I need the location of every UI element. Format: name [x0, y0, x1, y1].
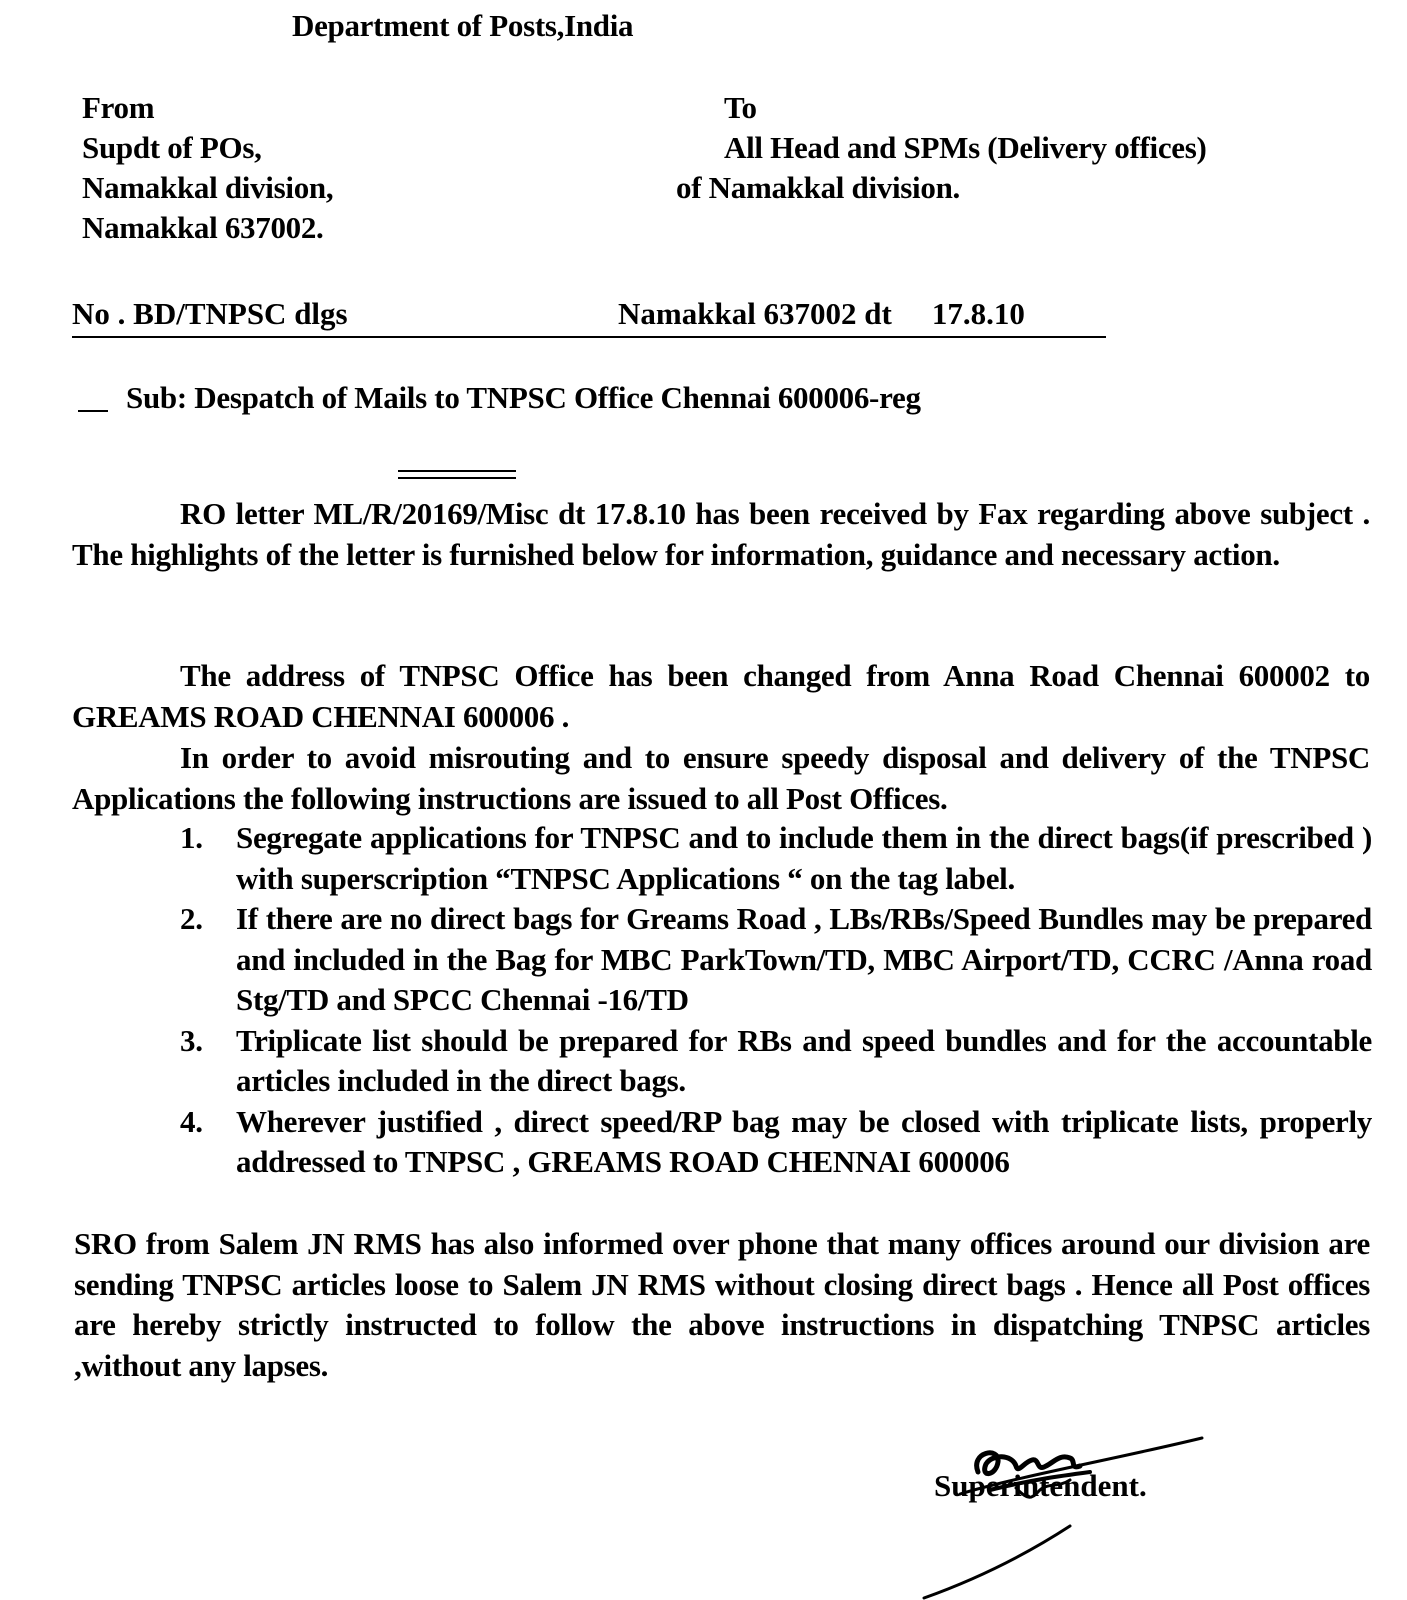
reference-place-date [618, 294, 1025, 334]
to-line-1: All Head and SPMs (Delivery offices) [724, 130, 1207, 165]
divider-rule [398, 477, 516, 479]
list-item [180, 899, 1372, 1021]
from-line-3: Namakkal 637002. [82, 210, 324, 245]
from-line-2: Namakkal division, [82, 170, 334, 205]
department-heading: Department of Posts,India [292, 8, 634, 43]
subject-line: Sub: Despatch of Mails to TNPSC Office Chennai 600006-reg [126, 380, 921, 415]
instruction-list [180, 818, 1372, 1183]
reference-number: No . BD/TNPSC dlgs [72, 296, 348, 331]
body-paragraph-4: SRO from Salem JN RMS has also informed over phone that many offices around our division are sending TNPSC articles loose to Salem JN RMS without closing direct bags . Hence all Post offices are hereby strictly instructed to follow the above instructions in dispatching TNPSC articles ,without any lapses. [74, 1226, 1370, 1383]
reference-place: Namakkal 637002 dt [618, 296, 892, 331]
list-item [180, 1102, 1372, 1183]
list-item-text: Triplicate list should be prepared for RBs and speed bundles and for the accountable articles included in the direct bags. [236, 1022, 1372, 1098]
divider-rule [398, 470, 516, 472]
list-item-number: 4. [180, 1103, 203, 1139]
list-item-text: If there are no direct bags for Greams Road , LBs/RBs/Speed Bundles may be prepared and included in the Bag for MBC ParkTown/TD, MBC Airport/TD, CCRC /Anna road Stg/TD and SPCC Chennai -16/TD [236, 901, 1372, 1017]
list-item [180, 818, 1372, 899]
signature-scribble [920, 1432, 1210, 1600]
list-item-text: Segregate applications for TNPSC and to include them in the direct bags(if prescribed ) with superscription “TNPSC Applications “ on the tag label. [236, 820, 1372, 896]
list-item-number: 3. [180, 1022, 203, 1058]
list-item [180, 1021, 1372, 1102]
to-address [676, 88, 1207, 208]
body-paragraph-3: In order to avoid misrouting and to ensure speedy disposal and delivery of the TNPSC Applications the following instructions are issued to all Post Offices. [72, 740, 1370, 816]
to-line-2: of Namakkal division. [676, 170, 960, 205]
subject-dash [78, 410, 108, 412]
reference-date: 17.8.10 [931, 296, 1025, 331]
reference-line [72, 294, 1106, 338]
from-address [82, 88, 333, 248]
list-item-number: 2. [180, 901, 203, 936]
signatory-title: Superintendent. [934, 1468, 1147, 1503]
from-line-1: Supdt of POs, [82, 130, 262, 165]
body-paragraph-2: The address of TNPSC Office has been changed from Anna Road Chennai 600002 to GREAMS ROAD CHENNAI 600006 . [72, 658, 1370, 734]
from-label: From [82, 90, 155, 125]
list-item-number: 1. [180, 820, 203, 855]
body-paragraph-1: RO letter ML/R/20169/Misc dt 17.8.10 has been received by Fax regarding above subject . The highlights of the letter is furnished below for information, guidance and necessary action. [72, 496, 1370, 572]
to-label: To [724, 90, 757, 125]
list-item-text: Wherever justified , direct speed/RP bag may be closed with triplicate lists, properly addressed to TNPSC , GREAMS ROAD CHENNAI 600006 [236, 1103, 1372, 1179]
